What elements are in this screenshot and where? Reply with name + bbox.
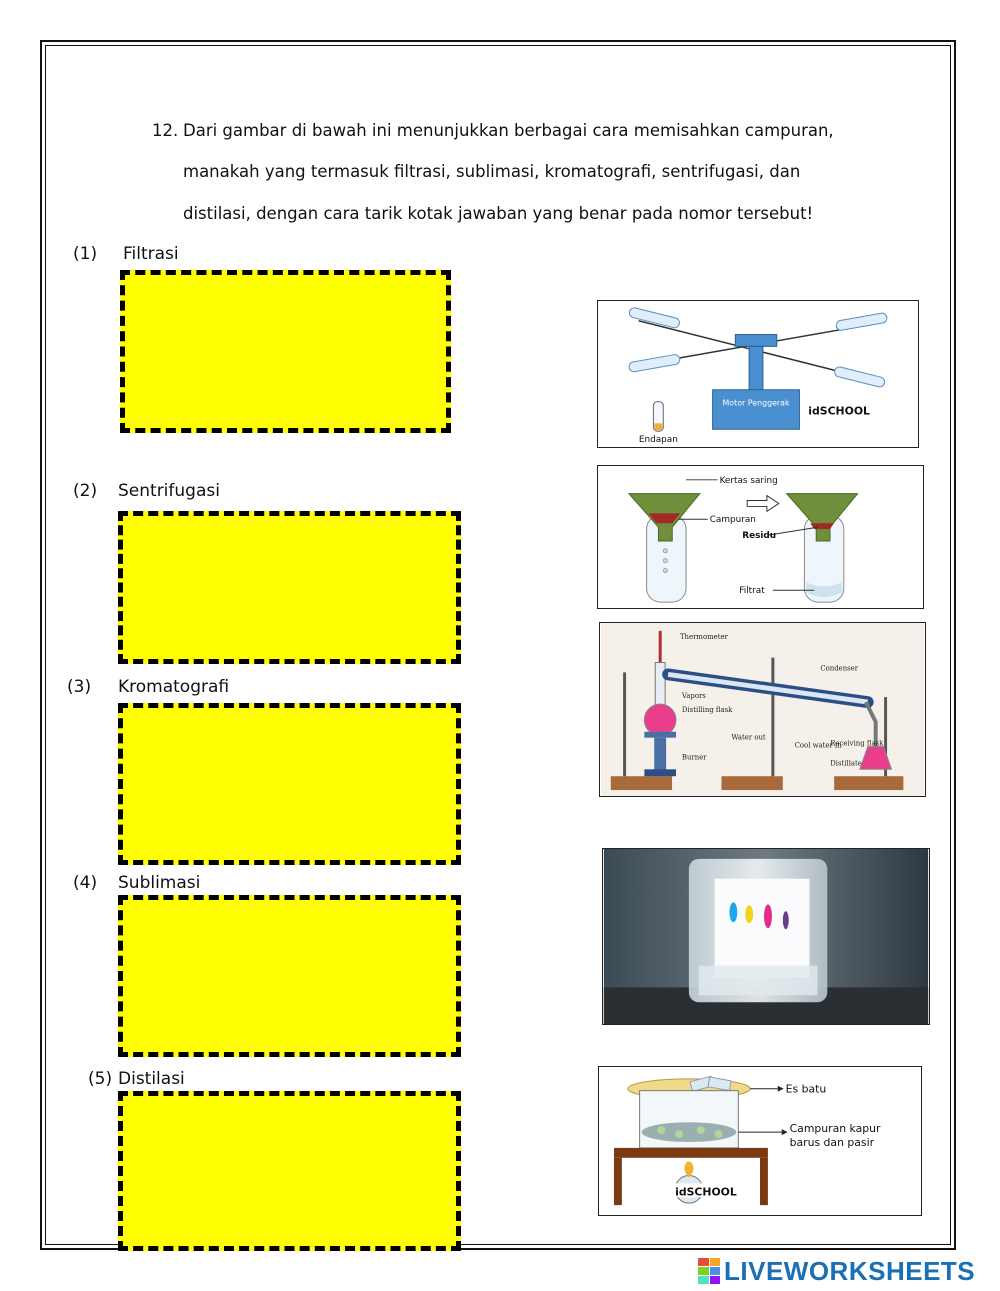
distillation-condenser-label: Condenser: [820, 664, 859, 673]
distillation-water-in-label: Cool water in: [794, 741, 842, 750]
question-line-3: distilasi, dengan cara tarik kotak jawaban yang benar pada nomor tersebut!: [183, 204, 814, 223]
question-line-2: manakah yang termasuk filtrasi, sublimasi, kromatografi, sentrifugasi, dan: [183, 162, 801, 181]
sublimation-mixture-line2: barus dan pasir: [789, 1135, 875, 1149]
centrifuge-image[interactable]: [597, 300, 919, 448]
answer-4-label: Sublimasi: [118, 873, 201, 893]
answer-3-label: Kromatografi: [118, 677, 230, 697]
brand-text: LIVEWORKSHEETS: [724, 1255, 976, 1286]
answer-1-label: Filtrasi: [123, 244, 179, 264]
filtration-residue-label: Residu: [742, 530, 777, 541]
filtration-filtrate-label: Filtrat: [739, 586, 765, 597]
dropzone-5[interactable]: [118, 1091, 461, 1251]
distillation-water-out-label: Water out: [731, 733, 766, 742]
filtration-illustration: [598, 466, 923, 608]
distillation-illustration: [600, 623, 925, 796]
answer-2-number: (2): [73, 481, 98, 501]
distillation-image[interactable]: [599, 622, 926, 797]
filtration-mixture-label: Campuran: [709, 515, 756, 526]
dropzone-2[interactable]: [118, 511, 461, 664]
distillation-vapors-label: Vapors: [681, 692, 706, 701]
sublimation-image[interactable]: [598, 1066, 922, 1216]
distillation-burner-label: Burner: [681, 753, 707, 762]
dropzone-4[interactable]: [118, 895, 461, 1057]
answer-4-number: (4): [73, 873, 98, 893]
sublimation-illustration: [599, 1067, 921, 1215]
centrifuge-illustration: [598, 301, 918, 447]
answer-5-number: (5): [88, 1069, 113, 1089]
filtration-image[interactable]: [597, 465, 924, 609]
sublimation-logo: idSCHOOL: [675, 1185, 737, 1199]
answer-3-number: (3): [67, 677, 92, 697]
distillation-receiving-label: Receiving flask: [830, 739, 884, 748]
chromatography-photo: [603, 849, 929, 1024]
liveworksheets-brand: [698, 1257, 975, 1285]
answer-5-label: Distilasi: [118, 1069, 185, 1089]
dropzone-3[interactable]: [118, 703, 461, 865]
answer-2-label: Sentrifugasi: [118, 481, 220, 501]
centrifuge-motor-label: Motor Penggerak: [722, 398, 790, 408]
chromatography-image[interactable]: [602, 848, 930, 1025]
answer-1-number: (1): [73, 244, 98, 264]
question-line-1: Dari gambar di bawah ini menunjukkan berbagai cara memisahkan campuran,: [183, 121, 834, 140]
filtration-paper-label: Kertas saring: [719, 475, 778, 486]
distillation-flask-label: Distilling flask: [681, 705, 733, 714]
centrifuge-sediment-label: Endapan: [638, 435, 678, 446]
distillation-distillate-label: Distillate: [830, 759, 862, 768]
sublimation-mixture-line1: Campuran kapur: [789, 1122, 881, 1136]
liveworksheets-logo-icon: [698, 1258, 720, 1284]
dropzone-1[interactable]: [120, 270, 451, 433]
sublimation-ice-label: Es batu: [785, 1082, 827, 1096]
question-number: 12.: [152, 121, 179, 140]
distillation-thermometer-label: Thermometer: [679, 632, 728, 641]
centrifuge-logo: idSCHOOL: [808, 404, 870, 418]
